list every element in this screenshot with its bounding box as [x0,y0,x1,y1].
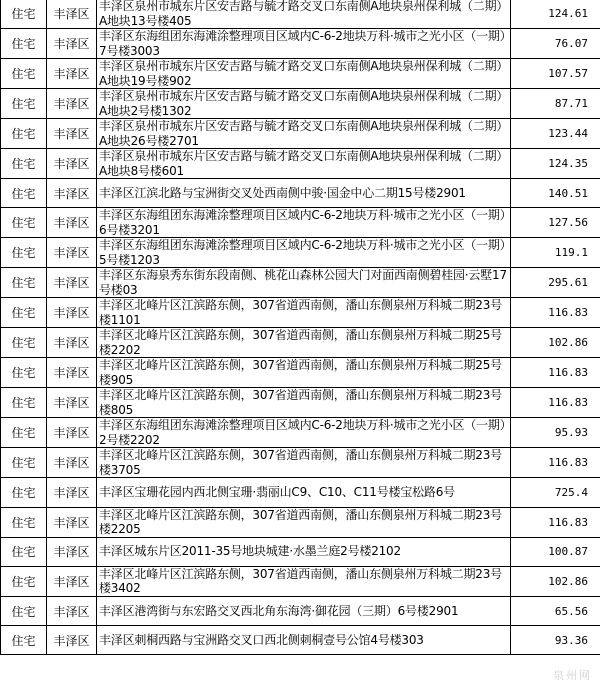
district-cell: 丰泽区 [47,179,97,208]
table-row [1,0,600,29]
district-cell: 丰泽区 [47,29,97,59]
type-cell: 住宅 [1,298,47,328]
type-cell: 住宅 [1,89,47,119]
area-cell: 102.86 [511,328,600,358]
district-cell: 丰泽区 [47,626,97,655]
type-cell: 住宅 [1,388,47,418]
area-cell: 116.83 [511,298,600,328]
location-cell: 丰泽区港湾街与东宏路交叉西北角东海湾·御花园（三期）6号楼2901 [97,596,511,625]
area-cell: 725.4 [511,478,600,507]
location-cell: 丰泽区东海组团东海滩涂整理项目区域内C-6-2地块万科·城市之光小区（一期）6号楼3201 [97,208,511,238]
watermark: 泉州网 [553,669,592,682]
district-cell: 丰泽区 [47,0,97,29]
district-cell: 丰泽区 [47,358,97,388]
type-cell: 住宅 [1,537,47,566]
location-cell: 丰泽区北峰片区江滨路东侧，307省道西南侧，潘山东侧泉州万科城二期23号楼3705 [97,448,511,478]
location-cell: 丰泽区江滨北路与宝洲街交叉处西南侧中骏·国金中心二期15号楼2901 [97,179,511,208]
area-cell: 100.87 [511,537,600,566]
location-cell: 丰泽区泉州市城东片区安吉路与毓才路交叉口东南侧A地块泉州保利城（二期）A地块8号楼601 [97,149,511,179]
location-cell: 丰泽区东海泉秀东街东段南侧、桃花山森林公园大门对面西南侧碧桂园·云墅17号楼03 [97,268,511,298]
type-cell: 住宅 [1,208,47,238]
area-cell: 65.56 [511,596,600,625]
district-cell: 丰泽区 [47,448,97,478]
location-cell: 丰泽区北峰片区江滨路东侧，307省道西南侧，潘山东侧泉州万科城二期25号楼905 [97,358,511,388]
location-cell: 丰泽区泉州市城东片区安吉路与毓才路交叉口东南侧A地块泉州保利城（二期）A地块13号楼405 [97,0,511,29]
type-cell: 住宅 [1,626,47,655]
type-cell: 住宅 [1,119,47,149]
table-row [1,59,600,89]
district-cell: 丰泽区 [47,418,97,448]
location-cell: 丰泽区泉州市城东片区安吉路与毓才路交叉口东南侧A地块泉州保利城（二期）A地块26号楼2701 [97,119,511,149]
type-cell: 住宅 [1,59,47,89]
location-cell: 丰泽区宝珊花园内西北侧宝珊·翡丽山C9、C10、C11号楼宝松路6号 [97,478,511,507]
district-cell: 丰泽区 [47,388,97,418]
type-cell: 住宅 [1,179,47,208]
table-body [1,0,600,655]
area-cell: 107.57 [511,59,600,89]
district-cell: 丰泽区 [47,537,97,566]
table-row [1,298,600,328]
district-cell: 丰泽区 [47,149,97,179]
table-row [1,507,600,537]
table-row [1,119,600,149]
district-cell: 丰泽区 [47,328,97,358]
location-cell: 丰泽区东海组团东海滩涂整理项目区域内C-6-2地块万科·城市之光小区（一期）7号楼3003 [97,29,511,59]
area-cell: 93.36 [511,626,600,655]
area-cell: 102.86 [511,566,600,596]
table-row [1,478,600,507]
area-cell: 295.61 [511,268,600,298]
location-cell: 丰泽区刺桐西路与宝洲路交叉口西北侧刺桐壹号公馆4号楼303 [97,626,511,655]
table-row [1,596,600,625]
table-row [1,29,600,59]
area-cell: 76.07 [511,29,600,59]
location-cell: 丰泽区北峰片区江滨路东侧，307省道西南侧，潘山东侧泉州万科城二期23号楼805 [97,388,511,418]
location-cell: 丰泽区东海组团东海滩涂整理项目区域内C-6-2地块万科·城市之光小区（一期）2号楼2202 [97,418,511,448]
table-row [1,149,600,179]
table-row [1,328,600,358]
area-cell: 127.56 [511,208,600,238]
table-row [1,418,600,448]
type-cell: 住宅 [1,507,47,537]
district-cell: 丰泽区 [47,507,97,537]
table-row [1,388,600,418]
area-cell: 116.83 [511,448,600,478]
area-cell: 124.35 [511,149,600,179]
type-cell: 住宅 [1,149,47,179]
type-cell: 住宅 [1,328,47,358]
district-cell: 丰泽区 [47,119,97,149]
type-cell: 住宅 [1,418,47,448]
area-cell: 124.61 [511,0,600,29]
district-cell: 丰泽区 [47,268,97,298]
type-cell: 住宅 [1,478,47,507]
table-row [1,448,600,478]
table-row [1,208,600,238]
area-cell: 140.51 [511,179,600,208]
location-cell: 丰泽区泉州市城东片区安吉路与毓才路交叉口东南侧A地块泉州保利城（二期）A地块19号楼902 [97,59,511,89]
district-cell: 丰泽区 [47,59,97,89]
location-cell: 丰泽区泉州市城东片区安吉路与毓才路交叉口东南侧A地块泉州保利城（二期）A地块2号楼1302 [97,89,511,119]
location-cell: 丰泽区东海组团东海滩涂整理项目区域内C-6-2地块万科·城市之光小区（一期）5号楼1203 [97,238,511,268]
district-cell: 丰泽区 [47,566,97,596]
area-cell: 116.83 [511,388,600,418]
area-cell: 116.83 [511,358,600,388]
table-row [1,238,600,268]
table-row [1,89,600,119]
location-cell: 丰泽区城东片区2011-35号地块城建·水墨兰庭2号楼2102 [97,537,511,566]
type-cell: 住宅 [1,238,47,268]
area-cell: 123.44 [511,119,600,149]
district-cell: 丰泽区 [47,596,97,625]
type-cell: 住宅 [1,448,47,478]
district-cell: 丰泽区 [47,208,97,238]
table-row [1,537,600,566]
area-cell: 119.1 [511,238,600,268]
table-row [1,566,600,596]
location-cell: 丰泽区北峰片区江滨路东侧，307省道西南侧，潘山东侧泉州万科城二期23号楼3402 [97,566,511,596]
district-cell: 丰泽区 [47,238,97,268]
type-cell: 住宅 [1,596,47,625]
district-cell: 丰泽区 [47,298,97,328]
table-row [1,358,600,388]
type-cell: 住宅 [1,566,47,596]
table-row [1,626,600,655]
table-row [1,179,600,208]
table-row [1,268,600,298]
area-cell: 87.71 [511,89,600,119]
type-cell: 住宅 [1,29,47,59]
district-cell: 丰泽区 [47,478,97,507]
type-cell: 住宅 [1,0,47,29]
area-cell: 116.83 [511,507,600,537]
location-cell: 丰泽区北峰片区江滨路东侧，307省道西南侧，潘山东侧泉州万科城二期23号楼2205 [97,507,511,537]
type-cell: 住宅 [1,268,47,298]
type-cell: 住宅 [1,358,47,388]
district-cell: 丰泽区 [47,89,97,119]
area-cell: 95.93 [511,418,600,448]
location-cell: 丰泽区北峰片区江滨路东侧，307省道西南侧，潘山东侧泉州万科城二期23号楼1101 [97,298,511,328]
location-cell: 丰泽区北峰片区江滨路东侧，307省道西南侧，潘山东侧泉州万科城二期25号楼2202 [97,328,511,358]
